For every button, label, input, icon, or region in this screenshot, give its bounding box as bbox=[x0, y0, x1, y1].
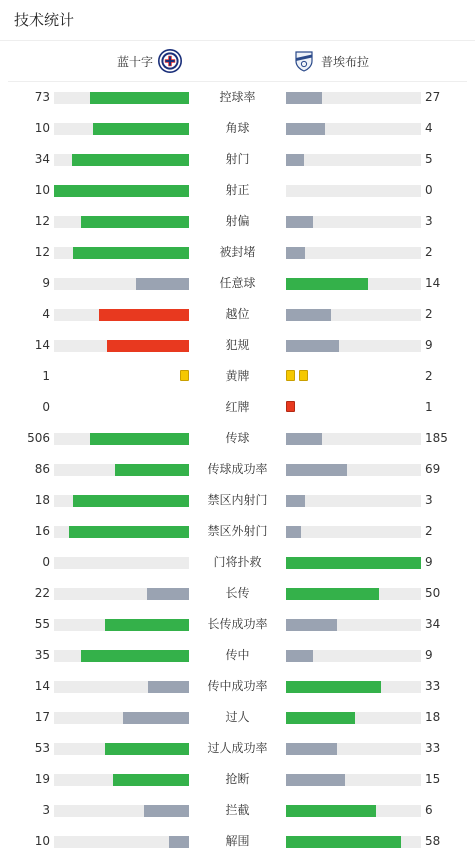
away-value: 9 bbox=[425, 648, 433, 662]
stat-row bbox=[0, 578, 475, 609]
away-team-name: 普埃布拉 bbox=[321, 54, 370, 69]
home-bar-fill bbox=[99, 309, 189, 321]
home-bar-track bbox=[54, 216, 189, 228]
stat-label: 任意球 bbox=[219, 276, 256, 290]
yellow-card-icon bbox=[180, 370, 189, 381]
stat-label: 传中成功率 bbox=[207, 679, 268, 693]
home-bar-fill bbox=[105, 619, 189, 631]
away-bar-track bbox=[286, 588, 421, 600]
yellow-card-icon bbox=[286, 370, 295, 381]
home-bar-track bbox=[54, 743, 189, 755]
stat-row bbox=[0, 82, 475, 113]
away-value: 2 bbox=[425, 307, 433, 321]
home-bar-track bbox=[54, 185, 189, 197]
home-cards bbox=[180, 370, 189, 381]
away-bar-track bbox=[286, 278, 421, 290]
home-bar-track bbox=[54, 650, 189, 662]
home-bar-track bbox=[54, 526, 189, 538]
home-bar-track bbox=[54, 433, 189, 445]
stat-label: 射正 bbox=[225, 183, 250, 197]
cruz-azul-crest-icon bbox=[158, 49, 182, 73]
home-value: 55 bbox=[34, 617, 50, 631]
home-team[interactable] bbox=[117, 49, 182, 73]
home-value: 14 bbox=[34, 679, 50, 693]
stat-label: 传球成功率 bbox=[207, 462, 268, 476]
stat-row bbox=[0, 113, 475, 144]
home-value: 4 bbox=[42, 307, 50, 321]
stat-label: 解围 bbox=[225, 834, 250, 848]
home-bar-fill bbox=[90, 433, 189, 445]
home-bar-fill bbox=[93, 123, 189, 135]
home-value: 35 bbox=[34, 648, 50, 662]
stat-label: 越位 bbox=[225, 307, 250, 321]
away-bar-fill bbox=[286, 557, 421, 569]
away-bar-fill bbox=[286, 805, 376, 817]
home-value: 86 bbox=[34, 462, 50, 476]
stat-label: 传中 bbox=[225, 648, 250, 662]
away-bar-track bbox=[286, 712, 421, 724]
home-value: 17 bbox=[34, 710, 50, 724]
home-team-name: 蓝十字 bbox=[116, 54, 153, 69]
away-bar-track bbox=[286, 154, 421, 166]
away-bar-track bbox=[286, 836, 421, 848]
home-bar-track bbox=[54, 805, 189, 817]
away-value: 34 bbox=[425, 617, 441, 631]
away-bar-fill bbox=[286, 495, 305, 507]
home-bar-fill bbox=[123, 712, 189, 724]
stat-row bbox=[0, 268, 475, 299]
away-value: 58 bbox=[425, 834, 441, 848]
home-value: 18 bbox=[34, 493, 50, 507]
puebla-crest-icon bbox=[292, 49, 316, 73]
away-bar-fill bbox=[286, 650, 313, 662]
away-bar-track bbox=[286, 247, 421, 259]
stat-label: 长传成功率 bbox=[207, 617, 268, 631]
home-value: 12 bbox=[34, 214, 50, 228]
home-value: 73 bbox=[34, 90, 50, 104]
away-bar-track bbox=[286, 340, 421, 352]
home-bar-track bbox=[54, 340, 189, 352]
away-bar-fill bbox=[286, 309, 331, 321]
away-bar-fill bbox=[286, 464, 347, 476]
away-value: 1 bbox=[425, 400, 433, 414]
away-value: 2 bbox=[425, 524, 433, 538]
home-value: 53 bbox=[34, 741, 50, 755]
away-bar-fill bbox=[286, 836, 401, 848]
stat-label: 长传 bbox=[225, 586, 250, 600]
home-bar-fill bbox=[115, 464, 189, 476]
home-value: 16 bbox=[34, 524, 50, 538]
away-value: 18 bbox=[425, 710, 441, 724]
away-bar-fill bbox=[286, 712, 355, 724]
home-value: 19 bbox=[34, 772, 50, 786]
stat-row bbox=[0, 764, 475, 795]
home-bar-track bbox=[54, 557, 189, 569]
stat-row bbox=[0, 299, 475, 330]
stat-row bbox=[0, 485, 475, 516]
away-bar-fill bbox=[286, 123, 325, 135]
stat-row bbox=[0, 547, 475, 578]
stat-label: 射偏 bbox=[225, 214, 250, 228]
away-bar-track bbox=[286, 557, 421, 569]
away-value: 185 bbox=[425, 431, 448, 445]
away-value: 3 bbox=[425, 493, 433, 507]
away-bar-fill bbox=[286, 588, 379, 600]
away-bar-fill bbox=[286, 526, 301, 538]
home-bar-track bbox=[54, 619, 189, 631]
stat-row bbox=[0, 175, 475, 206]
home-bar-track bbox=[54, 712, 189, 724]
stat-row bbox=[0, 795, 475, 826]
home-bar-track bbox=[54, 681, 189, 693]
home-bar-track bbox=[54, 154, 189, 166]
away-cards bbox=[286, 370, 308, 381]
home-value: 14 bbox=[34, 338, 50, 352]
away-value: 9 bbox=[425, 555, 433, 569]
home-bar-fill bbox=[136, 278, 189, 290]
stat-label: 被封堵 bbox=[219, 245, 256, 259]
away-bar-track bbox=[286, 495, 421, 507]
home-bar-track bbox=[54, 836, 189, 848]
away-bar-track bbox=[286, 185, 421, 197]
home-bar-fill bbox=[73, 247, 189, 259]
stat-row bbox=[0, 826, 475, 857]
red-card-icon bbox=[286, 401, 295, 412]
home-value: 506 bbox=[27, 431, 50, 445]
stat-label: 门将扑救 bbox=[213, 555, 262, 569]
away-bar-track bbox=[286, 123, 421, 135]
home-value: 9 bbox=[42, 276, 50, 290]
away-value: 15 bbox=[425, 772, 441, 786]
away-bar-track bbox=[286, 526, 421, 538]
stat-label: 犯规 bbox=[225, 338, 250, 352]
stat-row bbox=[0, 671, 475, 702]
stat-row bbox=[0, 206, 475, 237]
home-bar-track bbox=[54, 123, 189, 135]
away-bar-track bbox=[286, 433, 421, 445]
home-bar-fill bbox=[169, 836, 189, 848]
home-value: 34 bbox=[34, 152, 50, 166]
stat-row bbox=[0, 392, 475, 423]
stat-label: 拦截 bbox=[225, 803, 250, 817]
home-bar-track bbox=[54, 278, 189, 290]
away-bar-fill bbox=[286, 619, 337, 631]
away-bar-fill bbox=[286, 247, 305, 259]
away-bar-track bbox=[286, 92, 421, 104]
home-bar-fill bbox=[73, 495, 189, 507]
away-value: 69 bbox=[425, 462, 441, 476]
teams-header bbox=[8, 41, 467, 82]
home-value: 22 bbox=[34, 586, 50, 600]
stat-row bbox=[0, 423, 475, 454]
stat-label: 传球 bbox=[225, 431, 250, 445]
away-value: 2 bbox=[425, 369, 433, 383]
away-bar-track bbox=[286, 619, 421, 631]
home-bar-fill bbox=[81, 216, 189, 228]
home-bar-track bbox=[54, 464, 189, 476]
stat-row bbox=[0, 640, 475, 671]
home-bar-fill bbox=[148, 681, 189, 693]
away-bar-fill bbox=[286, 433, 322, 445]
stat-row bbox=[0, 454, 475, 485]
stat-row bbox=[0, 361, 475, 392]
home-bar-fill bbox=[105, 743, 189, 755]
home-bar-fill bbox=[81, 650, 189, 662]
away-bar-fill bbox=[286, 216, 313, 228]
home-bar-fill bbox=[107, 340, 189, 352]
home-value: 3 bbox=[42, 803, 50, 817]
home-bar-fill bbox=[69, 526, 189, 538]
home-bar-track bbox=[54, 774, 189, 786]
stat-label: 禁区外射门 bbox=[207, 524, 268, 538]
home-value: 10 bbox=[34, 183, 50, 197]
stat-label: 过人成功率 bbox=[207, 741, 268, 755]
away-bar-fill bbox=[286, 154, 304, 166]
away-value: 4 bbox=[425, 121, 433, 135]
away-bar-track bbox=[286, 650, 421, 662]
home-bar-fill bbox=[144, 805, 189, 817]
away-bar-track bbox=[286, 805, 421, 817]
stat-row bbox=[0, 144, 475, 175]
away-bar-track bbox=[286, 774, 421, 786]
away-value: 9 bbox=[425, 338, 433, 352]
away-value: 33 bbox=[425, 741, 441, 755]
home-bar-fill bbox=[72, 154, 189, 166]
stat-label: 角球 bbox=[225, 121, 250, 135]
away-bar-track bbox=[286, 743, 421, 755]
yellow-card-icon bbox=[299, 370, 308, 381]
home-bar-track bbox=[54, 309, 189, 321]
home-value: 0 bbox=[42, 400, 50, 414]
away-bar-fill bbox=[286, 774, 345, 786]
home-bar-fill bbox=[147, 588, 189, 600]
stat-label: 控球率 bbox=[219, 90, 256, 104]
away-value: 5 bbox=[425, 152, 433, 166]
stat-label: 黄牌 bbox=[225, 369, 250, 383]
section-title: 技术统计 bbox=[0, 0, 475, 41]
away-bar-fill bbox=[286, 340, 339, 352]
stat-label: 抢断 bbox=[225, 772, 250, 786]
away-bar-track bbox=[286, 216, 421, 228]
away-bar-fill bbox=[286, 92, 322, 104]
stat-row bbox=[0, 516, 475, 547]
home-bar-track bbox=[54, 588, 189, 600]
stat-label: 红牌 bbox=[225, 400, 250, 414]
home-bar-fill bbox=[90, 92, 189, 104]
away-bar-track bbox=[286, 309, 421, 321]
away-value: 6 bbox=[425, 803, 433, 817]
away-bar-track bbox=[286, 464, 421, 476]
home-bar-track bbox=[54, 495, 189, 507]
away-bar-fill bbox=[286, 278, 368, 290]
stat-row bbox=[0, 330, 475, 361]
home-value: 10 bbox=[34, 834, 50, 848]
away-bar-fill bbox=[286, 743, 337, 755]
home-value: 1 bbox=[42, 369, 50, 383]
home-bar-fill bbox=[113, 774, 189, 786]
away-value: 33 bbox=[425, 679, 441, 693]
away-value: 14 bbox=[425, 276, 441, 290]
away-value: 0 bbox=[425, 183, 433, 197]
home-value: 0 bbox=[42, 555, 50, 569]
away-bar-fill bbox=[286, 681, 381, 693]
away-team[interactable] bbox=[292, 49, 369, 73]
stat-label: 禁区内射门 bbox=[207, 493, 268, 507]
away-cards bbox=[286, 401, 295, 412]
stats-list bbox=[0, 82, 475, 857]
home-bar-fill bbox=[54, 185, 189, 197]
away-bar-track bbox=[286, 681, 421, 693]
home-bar-track bbox=[54, 247, 189, 259]
away-value: 27 bbox=[425, 90, 441, 104]
stat-row bbox=[0, 609, 475, 640]
stat-label: 过人 bbox=[225, 710, 250, 724]
away-value: 50 bbox=[425, 586, 441, 600]
stat-row bbox=[0, 702, 475, 733]
home-value: 10 bbox=[34, 121, 50, 135]
away-value: 3 bbox=[425, 214, 433, 228]
home-value: 12 bbox=[34, 245, 50, 259]
away-value: 2 bbox=[425, 245, 433, 259]
stat-row bbox=[0, 237, 475, 268]
stat-row bbox=[0, 733, 475, 764]
stat-label: 射门 bbox=[225, 152, 250, 166]
home-bar-track bbox=[54, 92, 189, 104]
